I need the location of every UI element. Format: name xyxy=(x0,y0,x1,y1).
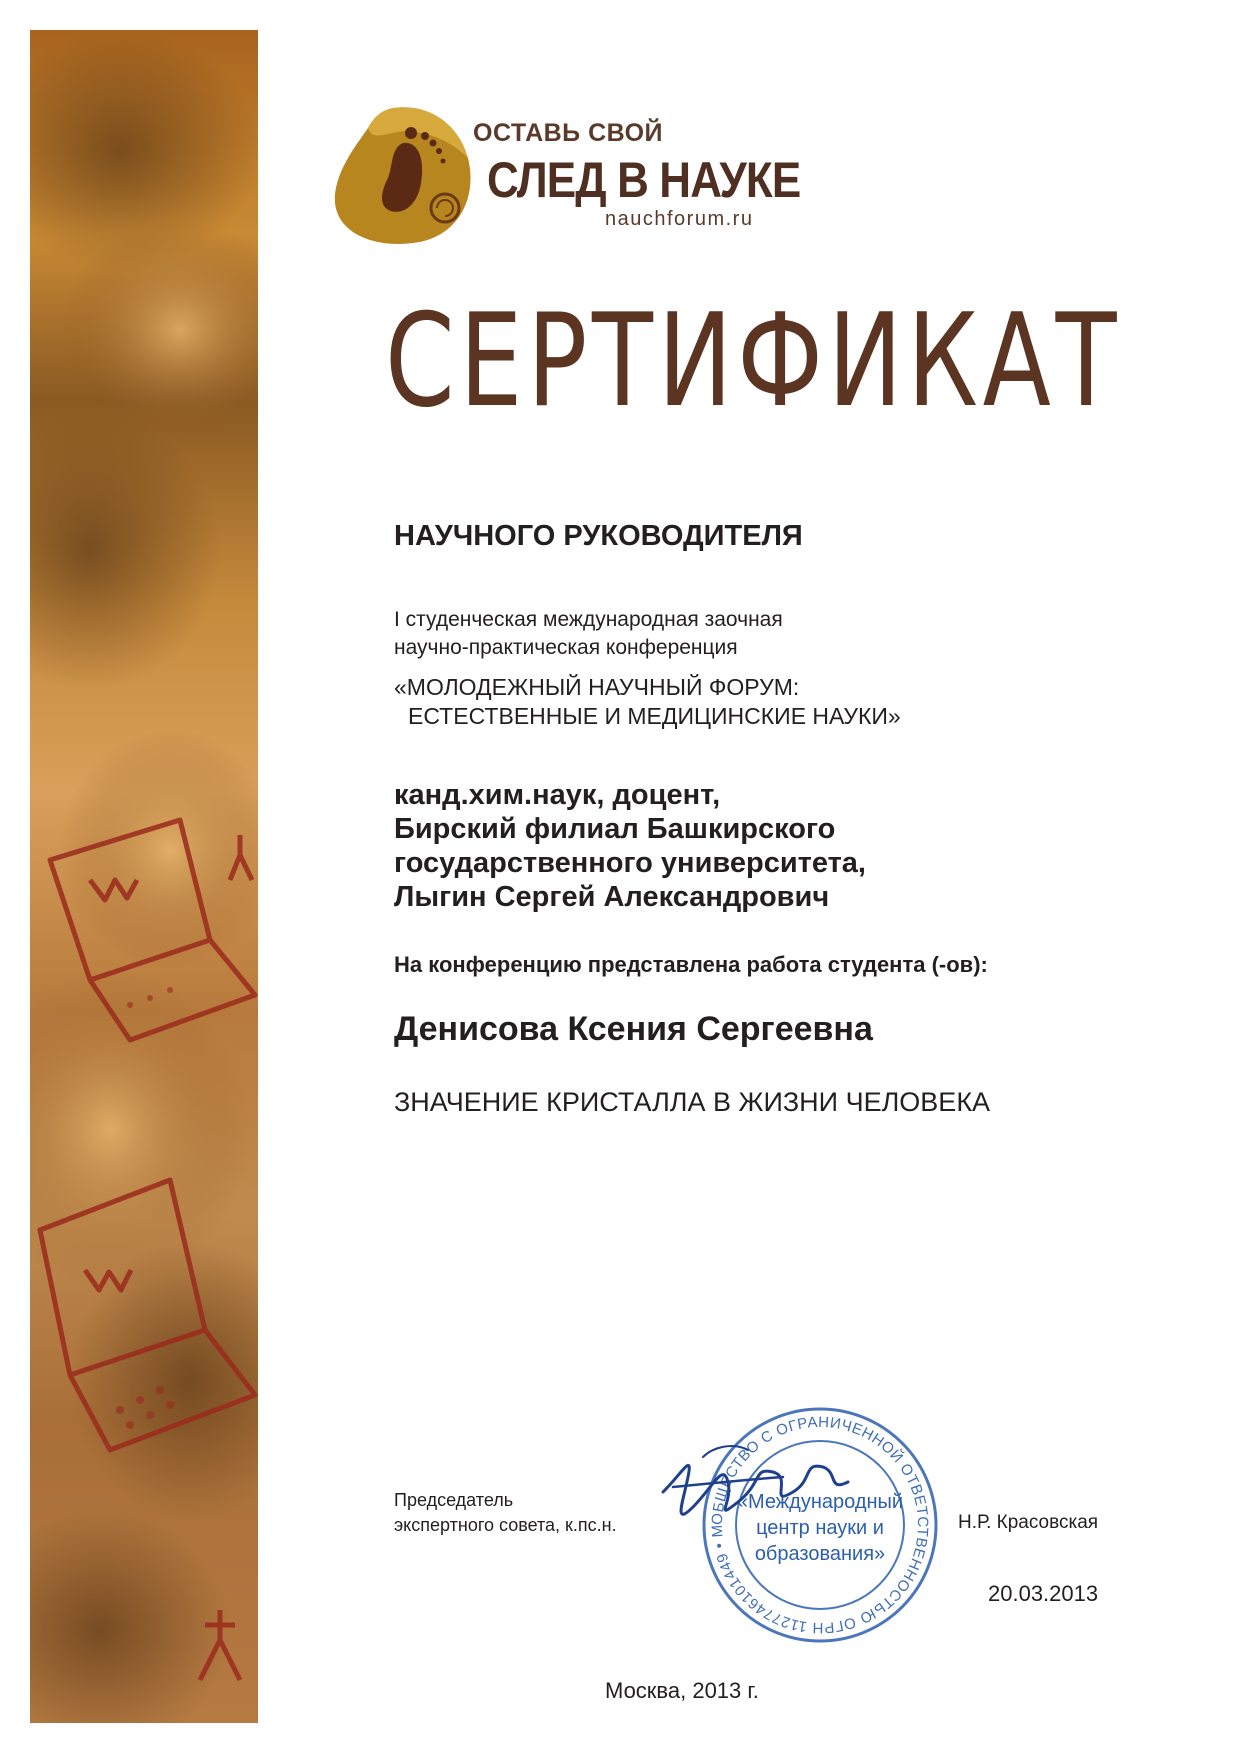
stamp-center-line-2: центр науки и xyxy=(756,1517,884,1539)
advisor-org-line-1: Бирский филиал Башкирского xyxy=(394,813,836,845)
work-title: ЗНАЧЕНИЕ КРИСТАЛЛА В ЖИЗНИ ЧЕЛОВЕКА xyxy=(394,1087,991,1117)
presented-label: На конференцию представлена работа студента (-ов): xyxy=(394,952,988,977)
logo-title: СЛЕД В НАУКЕ xyxy=(487,152,801,208)
conference-line-2: научно-практическая конференция xyxy=(394,636,738,659)
footer-city-year: Москва, 2013 г. xyxy=(605,1678,759,1703)
logo xyxy=(333,103,801,253)
stamp-ring-text: ОБЩЕСТВО С ОГРАНИЧЕННОЙ ОТВЕТСТВЕННОСТЬЮ ОГРН 1127746101449 • М xyxy=(708,1413,932,1637)
issue-date: 20.03.2013 xyxy=(988,1581,1099,1606)
advisor-block xyxy=(394,778,866,914)
certificate-title: СЕРТИФИКАТ xyxy=(385,287,1122,436)
stamp-center-line-3: образования» xyxy=(754,1543,886,1565)
advisor-org-line-2: государственного университета, xyxy=(394,847,866,879)
logo-url: nauchforum.ru xyxy=(605,208,754,230)
advisor-name: Лыгин Сергей Александрович xyxy=(394,881,830,913)
conference-line-1: I студенческая международная заочная xyxy=(394,608,783,631)
conference-description xyxy=(394,606,783,662)
forum-name xyxy=(394,673,901,731)
decorative-banner xyxy=(30,30,258,1723)
signatory-position xyxy=(394,1488,617,1538)
certificate-subtitle: НАУЧНОГО РУКОВОДИТЕЛЯ xyxy=(394,520,803,552)
signatory-name: Н.Р. Красовская xyxy=(958,1512,1099,1533)
student-name: Денисова Ксения Сергеевна xyxy=(394,1010,873,1048)
forum-name-line-1: «МОЛОДЕЖНЫЙ НАУЧНЫЙ ФОРУМ: xyxy=(394,674,800,700)
signatory-position-line-1: Председатель xyxy=(394,1490,514,1510)
handwritten-signature xyxy=(653,1432,853,1542)
forum-name-line-2: ЕСТЕСТВЕННЫЕ И МЕДИЦИНСКИЕ НАУКИ» xyxy=(408,703,901,729)
signatory-position-line-2: экспертного совета, к.пс.н. xyxy=(394,1515,617,1535)
stamp-center-line-1: «Международный xyxy=(736,1491,904,1513)
rock-art-image xyxy=(30,30,258,1723)
footprint-stone-icon xyxy=(333,103,473,248)
advisor-degree: канд.хим.наук, доцент, xyxy=(394,779,721,811)
logo-tagline: ОСТАВЬ СВОЙ xyxy=(473,119,663,147)
